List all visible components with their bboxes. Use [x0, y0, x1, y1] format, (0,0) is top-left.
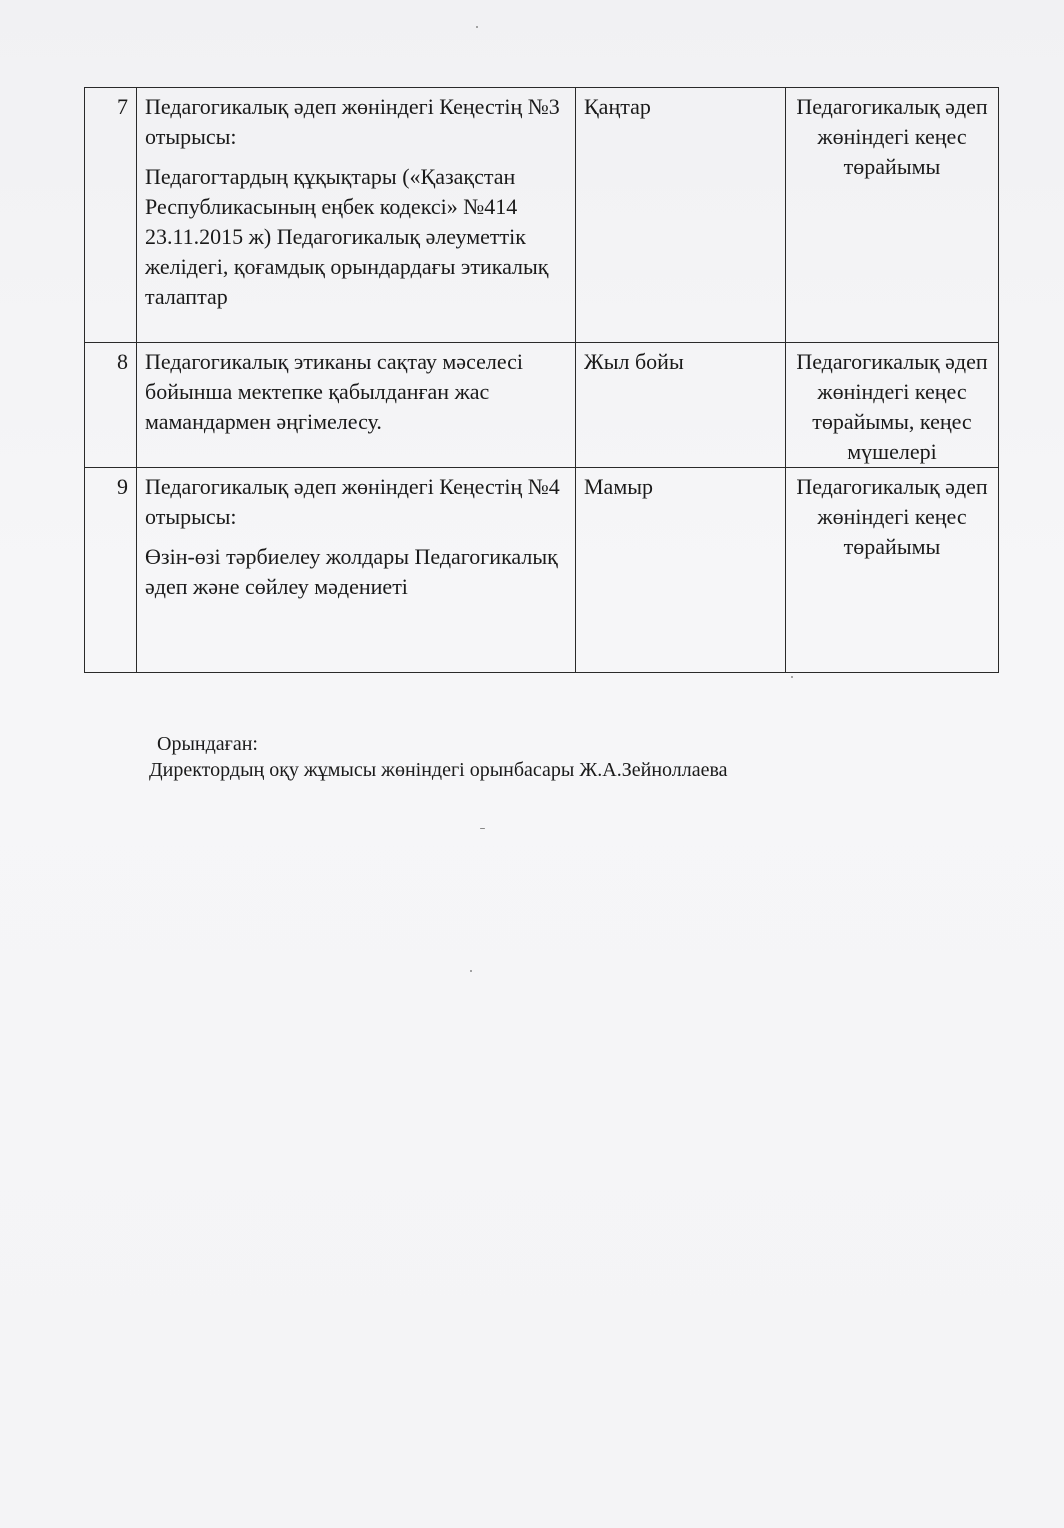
paper-speck — [480, 828, 485, 829]
signature-block — [149, 731, 728, 783]
paper-speck — [470, 970, 472, 972]
paper-speck — [791, 676, 793, 678]
table-row — [85, 343, 999, 468]
date-cell: Қаңтар — [576, 88, 786, 343]
event-details: Педагогтардың құқықтары («Қазақстан Республикасының еңбек кодексі» №414 23.11.2015 ж) Педагогикалық әлеуметтік желідегі, қоғамдық орындардағы этикалық талаптар — [145, 164, 549, 309]
row-number: 7 — [85, 88, 137, 343]
event-title: Педагогикалық әдеп жөніндегі Кеңестің №4 отырысы: — [145, 474, 560, 529]
responsible-cell: Педагогикалық әдеп жөніндегі кеңес төрайымы — [786, 88, 999, 343]
event-details: Өзін-өзі тәрбиелеу жолдары Педагогикалық әдеп және сөйлеу мәдениеті — [145, 544, 558, 599]
event-title: Педагогикалық әдеп жөніндегі Кеңестің №3 отырысы: — [145, 94, 560, 149]
table-row — [85, 468, 999, 673]
paper-speck — [476, 26, 478, 28]
table-row — [85, 88, 999, 343]
row-number: 9 — [85, 468, 137, 673]
executor-signature: Директордың оқу жұмысы жөніндегі орынбасары Ж.А.Зейноллаева — [149, 759, 728, 781]
row-number: 8 — [85, 343, 137, 468]
event-cell — [137, 88, 576, 343]
event-title: Педагогикалық этиканы сақтау мәселесі бойынша мектепке қабылданған жас мамандармен әңгімелесу. — [145, 349, 524, 434]
event-cell — [137, 468, 576, 673]
executor-label: Орындаған: — [157, 733, 258, 755]
date-cell: Мамыр — [576, 468, 786, 673]
event-cell — [137, 343, 576, 468]
responsible-cell: Педагогикалық әдеп жөніндегі кеңес төрайымы — [786, 468, 999, 673]
date-cell: Жыл бойы — [576, 343, 786, 468]
responsible-cell: Педагогикалық әдеп жөніндегі кеңес төрайымы, кеңес мүшелері — [786, 343, 999, 468]
plan-table — [84, 87, 999, 673]
